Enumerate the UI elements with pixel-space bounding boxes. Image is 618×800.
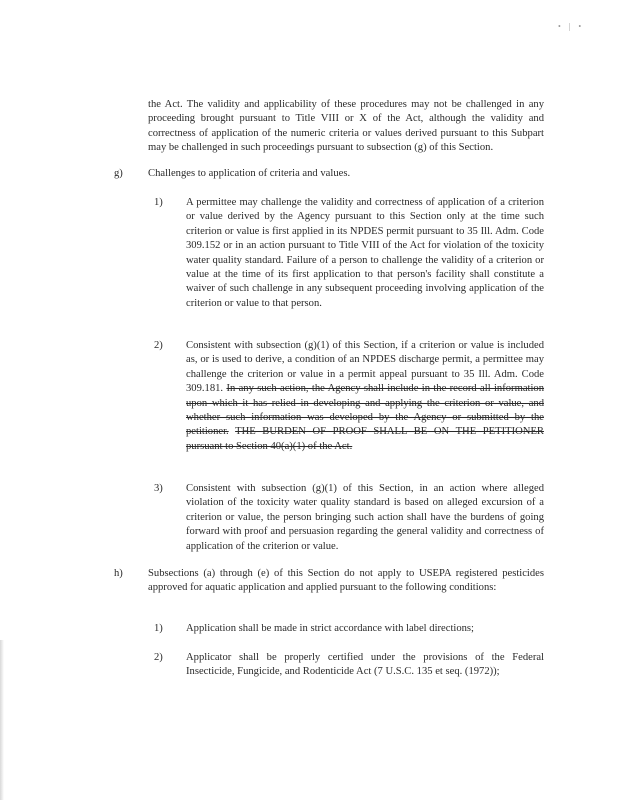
item-g3-text: Consistent with subsection (g)(1) of this Section, in an action where alleged violation of the toxicity water quality standard is based on alleged excursion of a criterion or value, the person bringing such action shall have the burdens of going forward with proof and persuasion regarding the general validity and correctness of application of the criterion or value. bbox=[186, 483, 544, 552]
item-h2-text: Applicator shall be properly certified under the provisions of the Federal Insecticide, Fungicide, and Rodenticide Act (7 U.S.C. 135 et seq. (1972)); bbox=[186, 652, 544, 678]
scan-edge-shadow bbox=[0, 640, 4, 800]
item-h1-text: Application shall be made in strict accordance with label directions; bbox=[186, 623, 474, 634]
item-g1-label: 1) bbox=[154, 197, 163, 208]
item-g1-text: A permittee may challenge the validity and correctness of application of a criterion or value derived by the Agency pursuant to this Section only at the time such criterion or value is first applied in its NPDES permit pursuant to 35 Ill. Adm. Code 309.152 or in an action pursuant to Title VIII of the Act for violation of the toxicity water quality standard. Failure of a person to challenge the validity of a criterion or value at the time of its first application to that person's facility shall constitute a waiver of such challenge in any subsequent proceeding involving application of the criterion or value to that person. bbox=[186, 197, 544, 309]
section-h-label: h) bbox=[114, 568, 123, 579]
item-h2-label: 2) bbox=[154, 652, 163, 663]
section-g-heading: Challenges to application of criteria and values. bbox=[148, 168, 351, 179]
item-g2-struck-text: In any such action, the Agency shall include in the record all information upon which it has relied in developing and applying the criterion or value, and whether such information was developed by the Agency or submitted by the petitioner. bbox=[186, 383, 545, 438]
corner-marks: • | • bbox=[558, 22, 585, 31]
item-g2-paragraph bbox=[186, 339, 544, 454]
item-g2-text: Consistent with subsection (g)(1) of this Section, if a criterion or value is included as, or is used to derive, a condition of an NPDES discharge permit, a permittee may challenge the criterion or value in a permit appeal pursuant to 35 Ill. Adm. Code 309.181. bbox=[186, 340, 544, 395]
item-g3-label: 3) bbox=[154, 483, 163, 494]
section-h-text: Subsections (a) through (e) of this Section do not apply to USEPA registered pesticides approved for aquatic application and applied pursuant to the following conditions: bbox=[148, 568, 544, 594]
intro-paragraph: the Act. The validity and applicability of these procedures may not be challenged in any proceeding brought pursuant to Title VIII or X of the Act, although the validity and correctness of application of the numeric criteria or values derived pursuant to this Subpart may be challenged in such proceedings pursuant to subsection (g) of this Section. bbox=[148, 99, 544, 154]
item-g2-label: 2) bbox=[154, 340, 163, 351]
item-h1-label: 1) bbox=[154, 623, 163, 634]
section-g-label: g) bbox=[114, 168, 123, 179]
item-g2-struck-caps: THE BURDEN OF PROOF SHALL BE ON THE PETITIONER bbox=[235, 426, 544, 438]
item-g2-struck-tail: pursuant to Section 40(a)(1) of the Act. bbox=[186, 440, 353, 452]
